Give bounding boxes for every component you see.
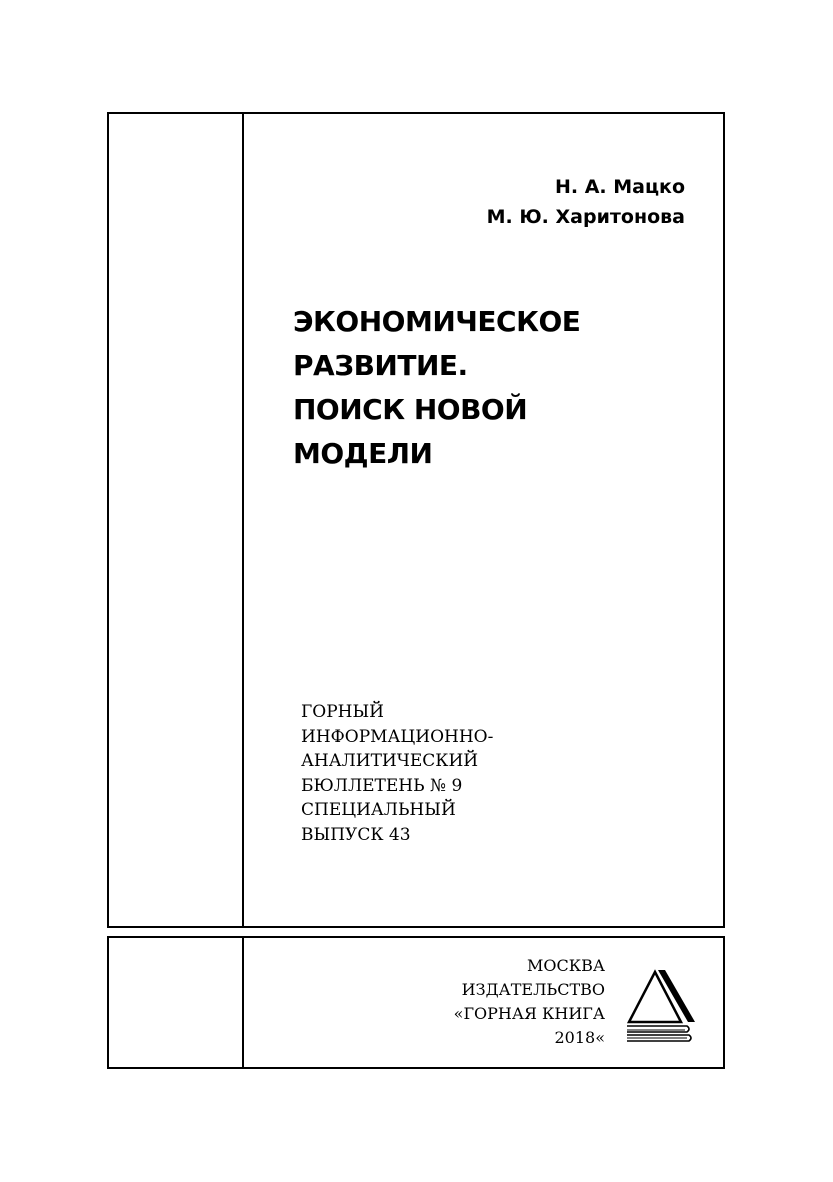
title-line-1: ЭКОНОМИЧЕСКОЕ [293, 305, 581, 338]
title-line-2: РАЗВИТИЕ. [293, 349, 468, 382]
series-line-1: ГОРНЫЙ [301, 702, 385, 722]
series-info [301, 700, 493, 847]
imprint [454, 954, 605, 1050]
imprint-publisher-label: ИЗДАТЕЛЬСТВО [461, 980, 605, 999]
publisher-logo-icon [625, 966, 701, 1042]
imprint-year: 2018« [554, 1028, 605, 1047]
imprint-block-frame [107, 936, 725, 1069]
series-line-6: ВЫПУСК 43 [301, 824, 411, 845]
title-line-4: МОДЕЛИ [293, 437, 433, 470]
imprint-city: МОСКВА [527, 956, 605, 975]
series-line-2: ИНФОРМАЦИОННО- [301, 726, 494, 747]
author-1: Н. А. Мацко [554, 176, 685, 198]
imprint-divider-line [242, 938, 244, 1067]
frame-divider-line [242, 114, 244, 926]
series-line-5: СПЕЦИАЛЬНЫЙ [301, 800, 456, 820]
author-2: М. Ю. Харитонова [486, 206, 685, 228]
series-line-3: АНАЛИТИЧЕСКИЙ [301, 751, 479, 771]
imprint-publisher-name: «ГОРНАЯ КНИГА [453, 1004, 605, 1023]
authors [487, 172, 685, 232]
series-line-4: БЮЛЛЕТЕНЬ № 9 [301, 775, 463, 796]
title-line-3: ПОИСК НОВОЙ [293, 393, 528, 426]
book-title [293, 300, 580, 476]
title-block-frame [107, 112, 725, 928]
